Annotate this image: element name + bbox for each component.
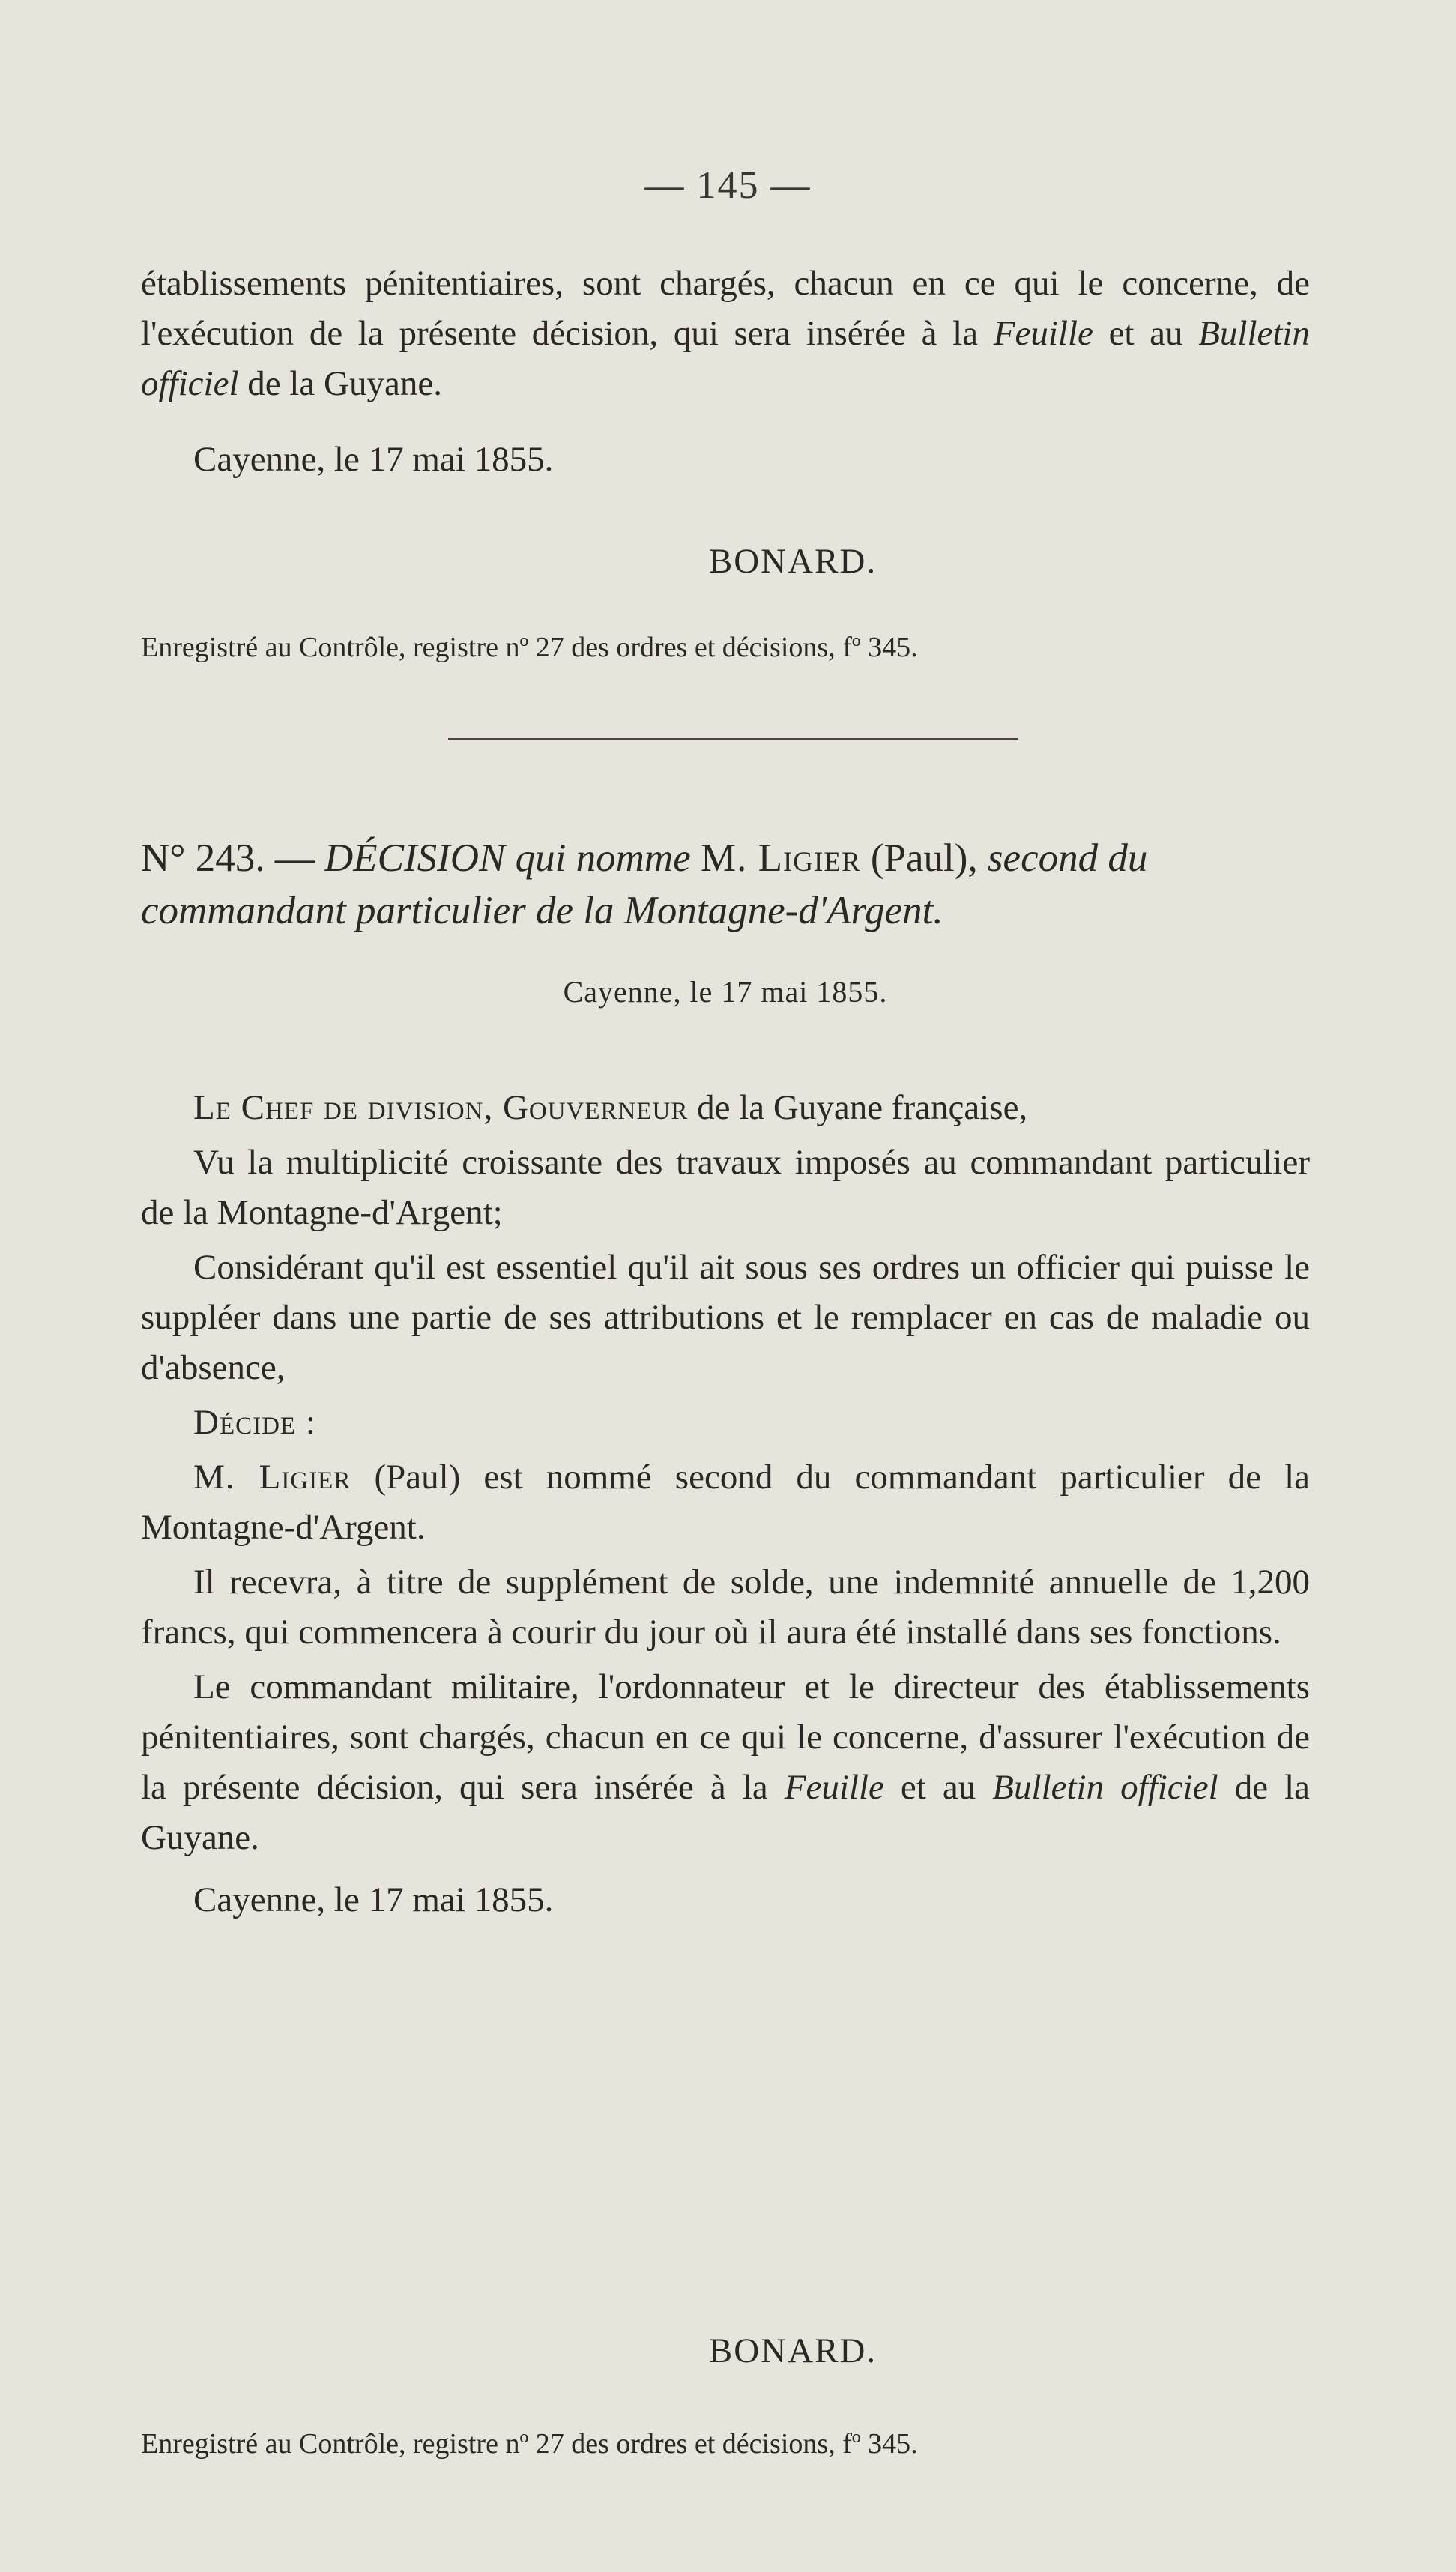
top-date: Cayenne, le 17 mai 1855. bbox=[193, 440, 554, 479]
decision-heading: N° 243. — DÉCISION qui nomme M. Ligier (Paul), second du commandant particulier de la Montagne-d'Argent. bbox=[141, 836, 1148, 932]
section-divider bbox=[448, 738, 1018, 740]
decision-number: N° 243. bbox=[141, 836, 265, 880]
closing-paragraph: établissements pénitentiaires, sont chargés, chacun en ce qui le concerne, de l'exécution de la présente décision, qui sera insérée à la Feuille et au Bulletin officiel de la Guyane. bbox=[141, 264, 1310, 403]
decision-signature: BONARD. bbox=[708, 2331, 877, 2370]
considerant-paragraph: Considérant qu'il est essentiel qu'il ait sous ses ordres un officier qui puisse le suppléer dans une partie de ses attributions et le remplacer en cas de maladie ou d'absence, bbox=[141, 1248, 1310, 1387]
page-number: — 145 — bbox=[644, 164, 812, 207]
decide-line: Décide : bbox=[193, 1403, 316, 1442]
article-3: Le commandant militaire, l'ordonnateur et le directeur des établissements pénitentiaires, sont chargés, chacun en ce qui le concerne, d'assurer l'exécution de la présente décision, qui sera insérée à la Feuille et au Bulletin officiel de la Guyane. bbox=[141, 1667, 1311, 1857]
continued-paragraph bbox=[141, 259, 1310, 409]
vu-paragraph: Vu la multiplicité croissante des travaux imposés au commandant particulier de la Montagne-d'Argent; bbox=[141, 1143, 1310, 1232]
bulletin-title: Bulletin officiel bbox=[141, 314, 1310, 403]
top-registration: Enregistré au Contrôle, registre nº 27 des ordres et décisions, fº 345. bbox=[141, 632, 918, 663]
decision-date: Cayenne, le 17 mai 1855. bbox=[193, 1880, 554, 1919]
chef-line: Le Chef de division, Gouverneur de la Guyane française, bbox=[193, 1088, 1028, 1127]
article-2: Il recevra, à titre de supplément de solde, une indemnité annuelle de 1,200 francs, qui commencera à courir du jour où il aura été installé dans ses fonctions. bbox=[141, 1563, 1310, 1652]
decision-registration: Enregistré au Contrôle, registre nº 27 des ordres et décisions, fº 345. bbox=[141, 2428, 918, 2460]
top-signature: BONARD. bbox=[708, 542, 877, 581]
decision-body bbox=[141, 1083, 1310, 1925]
decision-dateline: Cayenne, le 17 mai 1855. bbox=[563, 975, 888, 1009]
decision-label: DÉCISION bbox=[324, 836, 506, 880]
feuille-title: Feuille bbox=[993, 314, 1093, 353]
article-1: M. Ligier (Paul) est nommé second du commandant particulier de la Montagne-d'Argent. bbox=[141, 1458, 1310, 1547]
